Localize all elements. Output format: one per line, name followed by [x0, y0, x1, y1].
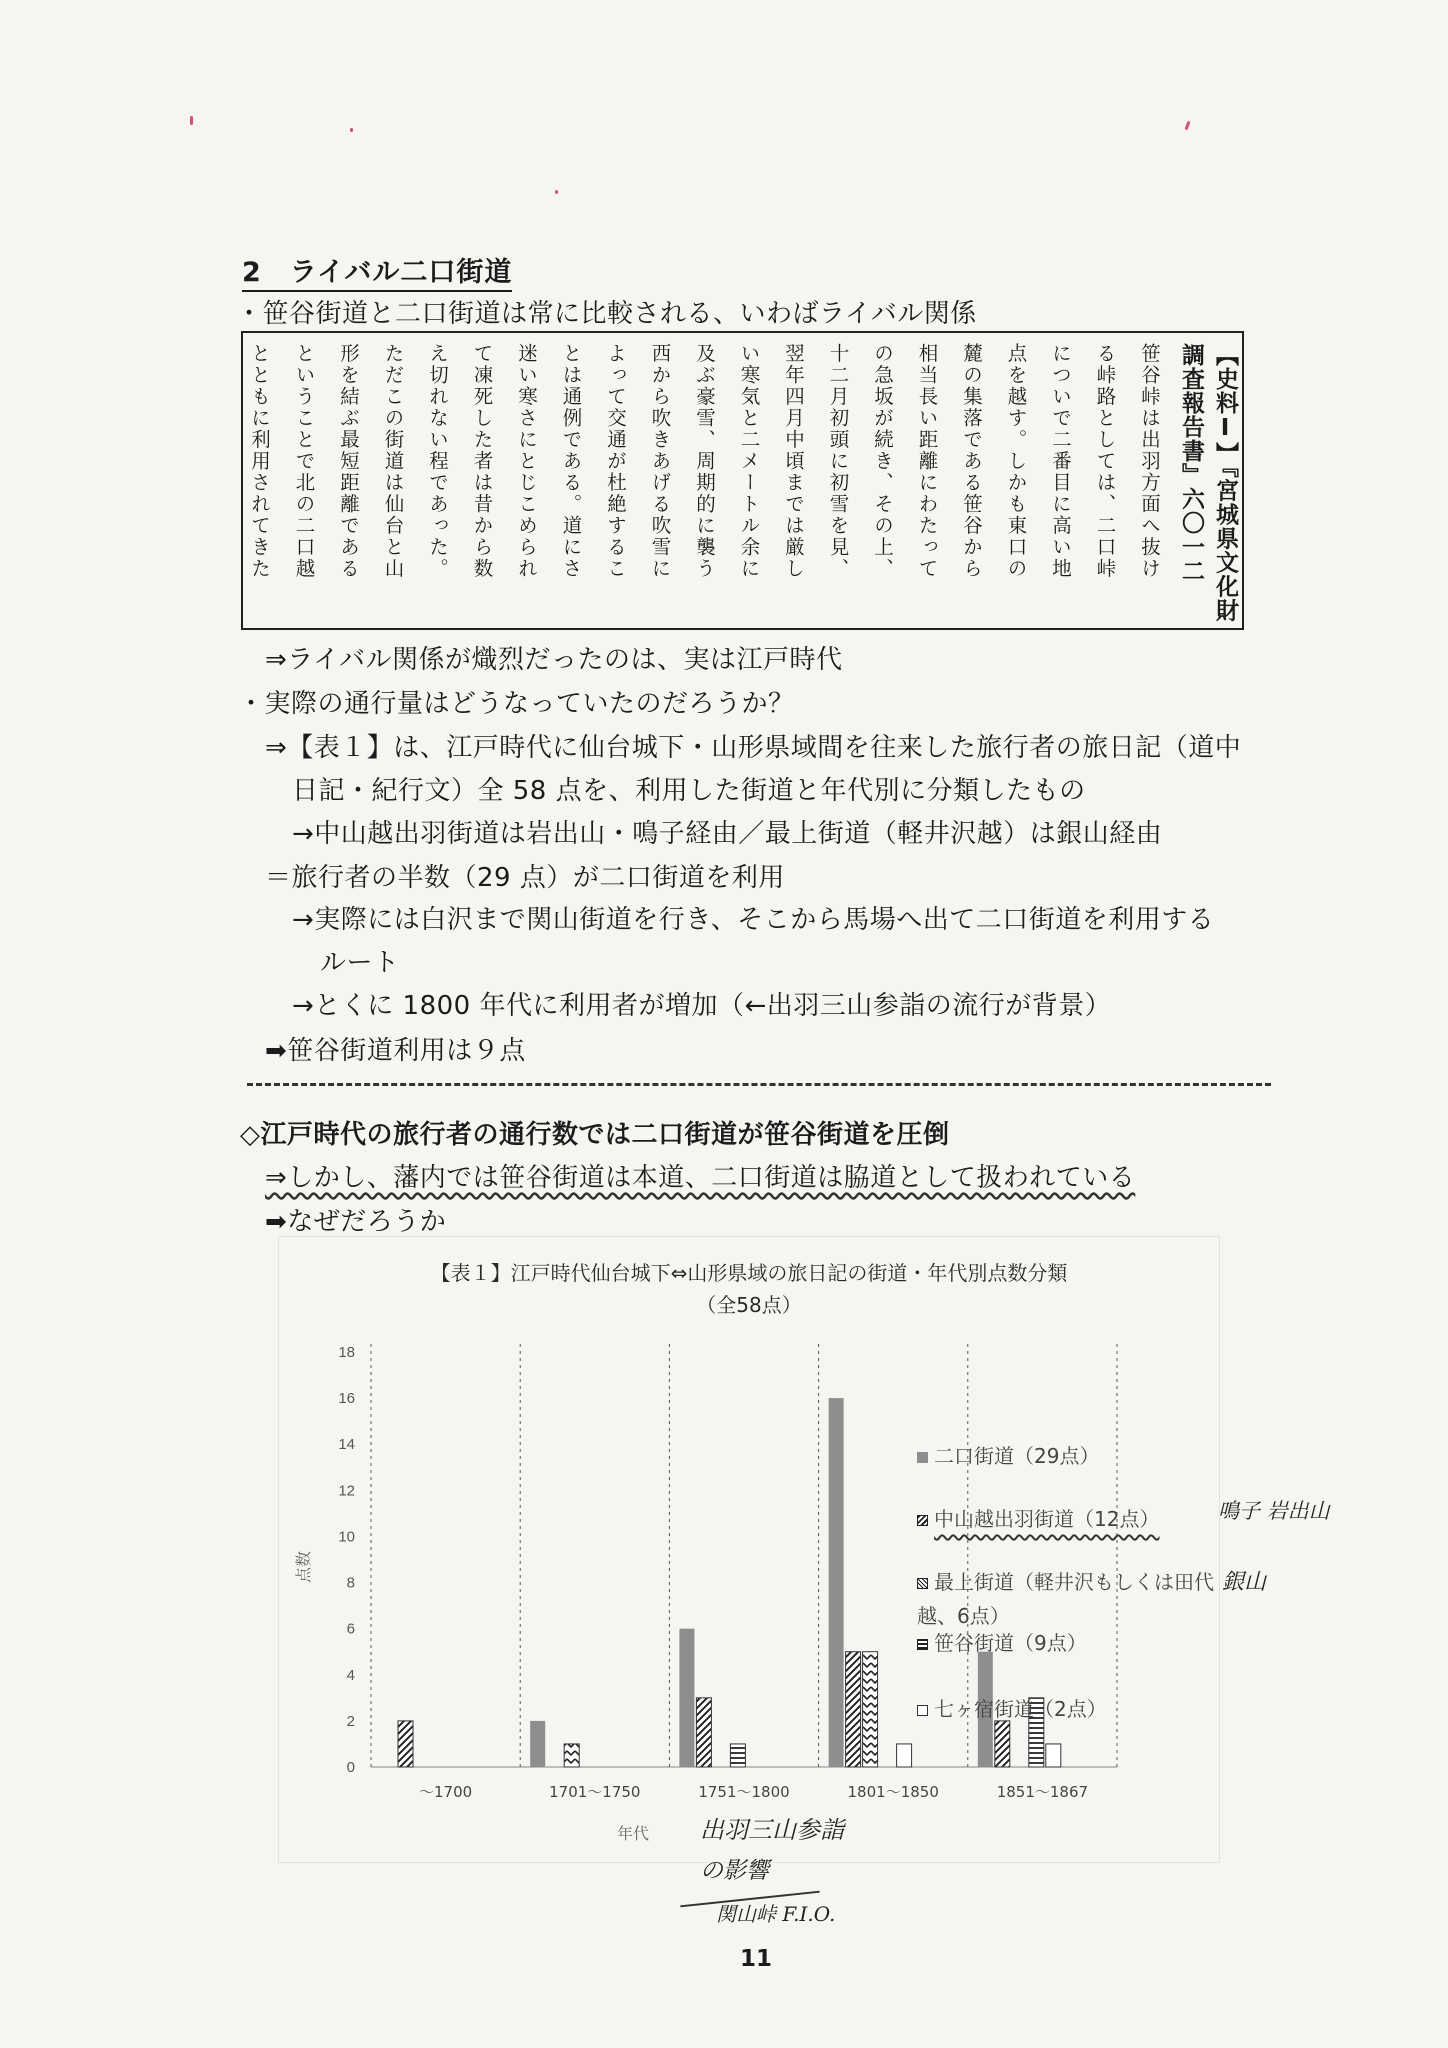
body-line: →実際には白沢まで関山街道を行き、そこから馬場へ出て二口街道を利用する	[292, 905, 1215, 935]
excerpt-column: についで二番目に高い地	[1049, 343, 1072, 580]
bar-diag	[846, 1652, 861, 1767]
excerpt-column: とともに利用されてきた	[248, 343, 271, 580]
y-tick-label: 2	[346, 1712, 355, 1730]
legend-item	[917, 1627, 1087, 1656]
excerpt-column: とは通例である。道にさ	[559, 343, 583, 580]
excerpt-column: て凍死した者は昔から数	[470, 343, 494, 580]
section-title: 2 ライバル二口街道	[242, 250, 512, 292]
legend-label: 七ヶ宿街道（2点）	[934, 1697, 1107, 1721]
body-line: ➡笹谷街道利用は９点	[265, 1036, 526, 1066]
underlined-text: ⇒しかし、藩内では笹谷街道は本道、二口街道は脇道として扱われている	[265, 1163, 1136, 1193]
body-line: ルート	[320, 948, 400, 978]
chart-subtitle: （全58点）	[696, 1293, 802, 1317]
body-line: →とくに 1800 年代に利用者が増加（←出羽三山参詣の流行が背景）	[292, 991, 1112, 1021]
excerpt-heading: 調査報告書』六〇一二	[1178, 343, 1204, 583]
page-number: 11	[740, 1946, 773, 1972]
body-line: ・実際の通行量はどうなっていたのだろうか？	[238, 689, 795, 719]
excerpt-column: よって交通が杜絶するこ	[604, 343, 627, 580]
chart-panel	[278, 1236, 1220, 1863]
bar-empty	[897, 1744, 912, 1767]
bar-diag	[995, 1721, 1010, 1767]
legend-swatch	[917, 1705, 928, 1716]
y-tick-label: 16	[338, 1390, 355, 1408]
excerpt-box	[241, 331, 1244, 630]
handwritten-note: 鳴子 岩出山	[1218, 1499, 1330, 1523]
excerpt-column: い寒気と二メートル余に	[737, 343, 761, 580]
bar-solid	[679, 1629, 694, 1767]
legend-swatch	[917, 1578, 928, 1589]
excerpt-column: 迷い寒さにとじこめられ	[515, 343, 538, 580]
scan-mark	[555, 190, 558, 194]
y-tick-label: 8	[346, 1574, 355, 1592]
excerpt-heading: 【史料Ⅰ】『宮城県文化財	[1212, 343, 1238, 623]
body-line: ⇒【表１】は、江戸時代に仙台城下・山形県域間を往来した旅行者の旅日記（道中	[265, 733, 1242, 763]
scan-mark	[1185, 121, 1191, 130]
x-tick-label: 1801〜1850	[847, 1783, 939, 1801]
scan-mark	[350, 128, 353, 132]
legend-item	[917, 1503, 1159, 1532]
x-tick-label: 〜1700	[419, 1783, 473, 1801]
excerpt-column: ということで北の二口越	[292, 343, 316, 580]
legend-item	[917, 1440, 1099, 1469]
body-line	[265, 1157, 1135, 1194]
excerpt-column: 及ぶ豪雪、周期的に襲う	[693, 343, 716, 580]
excerpt-column: え切れない程であった。	[426, 343, 449, 580]
handwritten-note: 関山峠 F.I.O.	[716, 1902, 836, 1926]
excerpt-column: ただこの街道は仙台と山	[381, 343, 405, 580]
handwritten-note: 出羽三山参詣	[700, 1816, 844, 1844]
bar-diag	[696, 1698, 711, 1767]
x-axis-title: 年代	[616, 1824, 650, 1843]
bar-empty	[1046, 1744, 1061, 1767]
bar-diag	[398, 1721, 413, 1767]
y-tick-label: 18	[338, 1344, 355, 1361]
bar-zigzag	[564, 1744, 579, 1767]
bar-solid	[829, 1398, 844, 1767]
excerpt-column: 点を越す。しかも東口の	[1004, 343, 1028, 580]
legend-item	[917, 1693, 1107, 1722]
scan-mark	[190, 116, 193, 125]
legend-swatch	[917, 1639, 928, 1650]
chart-title: 【表１】江戸時代仙台城下⇔山形県域の旅日記の街道・年代別点数分類	[430, 1261, 1068, 1285]
legend-label: 二口街道（29点）	[934, 1444, 1100, 1468]
y-tick-label: 12	[338, 1482, 355, 1500]
x-tick-label: 1701〜1750	[549, 1783, 641, 1801]
excerpt-column: 麓の集落である笹谷から	[960, 343, 983, 580]
legend-label: 最上街道（軽井沢もしくは田代越、6点）	[917, 1570, 1214, 1628]
legend-label: 笹谷街道（9点）	[934, 1631, 1087, 1655]
excerpt-column: 十二月初頭に初雪を見、	[826, 343, 850, 580]
legend-swatch	[917, 1515, 928, 1526]
excerpt-column: 相当長い距離にわたって	[915, 343, 939, 580]
y-tick-label: 6	[346, 1620, 355, 1638]
handwritten-note: の影響	[700, 1858, 769, 1884]
excerpt-column: 笹谷峠は出羽方面へ抜け	[1138, 343, 1161, 580]
y-tick-label: 0	[346, 1759, 355, 1776]
body-line: ➡なぜだろうか	[265, 1207, 447, 1237]
conclusion-line: ◇江戸時代の旅行者の通行数では二口街道が笹谷街道を圧倒	[240, 1120, 950, 1150]
section-divider	[247, 1083, 1271, 1086]
y-axis-title: 点数	[294, 1550, 313, 1584]
x-tick-label: 1851〜1867	[996, 1783, 1089, 1801]
body-line: →中山越出羽街道は岩出山・鳴子経由／最上街道（軽井沢越）は銀山経由	[292, 819, 1163, 849]
body-line: ⇒ライバル関係が熾烈だったのは、実は江戸時代	[265, 645, 843, 675]
intro-line: ・笹谷街道と二口街道は常に比較される、いわばライバル関係	[236, 299, 977, 329]
bar-solid	[530, 1721, 545, 1767]
excerpt-column: 形を結ぶ最短距離である	[337, 343, 360, 580]
y-tick-label: 10	[338, 1528, 355, 1546]
bar-hlines	[730, 1744, 745, 1767]
excerpt-column: 西から吹きあげる吹雪に	[648, 343, 672, 580]
y-tick-label: 4	[346, 1666, 355, 1684]
bar-chart	[279, 1237, 1219, 1862]
excerpt-column: 翌年四月中頃までは厳し	[782, 343, 805, 580]
x-tick-label: 1751〜1800	[698, 1783, 790, 1801]
handwritten-note: 銀山	[1222, 1570, 1267, 1595]
legend-swatch	[917, 1452, 928, 1463]
bar-zigzag	[863, 1652, 878, 1767]
excerpt-column: る峠路としては、二口峠	[1093, 343, 1117, 580]
body-line: ＝旅行者の半数（29 点）が二口街道を利用	[265, 863, 785, 893]
y-tick-label: 14	[338, 1436, 355, 1454]
body-line: 日記・紀行文）全 58 点を、利用した街道と年代別に分類したもの	[292, 776, 1086, 806]
legend-item	[917, 1565, 1217, 1633]
legend-label: 中山越出羽街道（12点）	[934, 1507, 1160, 1531]
excerpt-column: の急坂が続き、その上、	[871, 343, 894, 580]
